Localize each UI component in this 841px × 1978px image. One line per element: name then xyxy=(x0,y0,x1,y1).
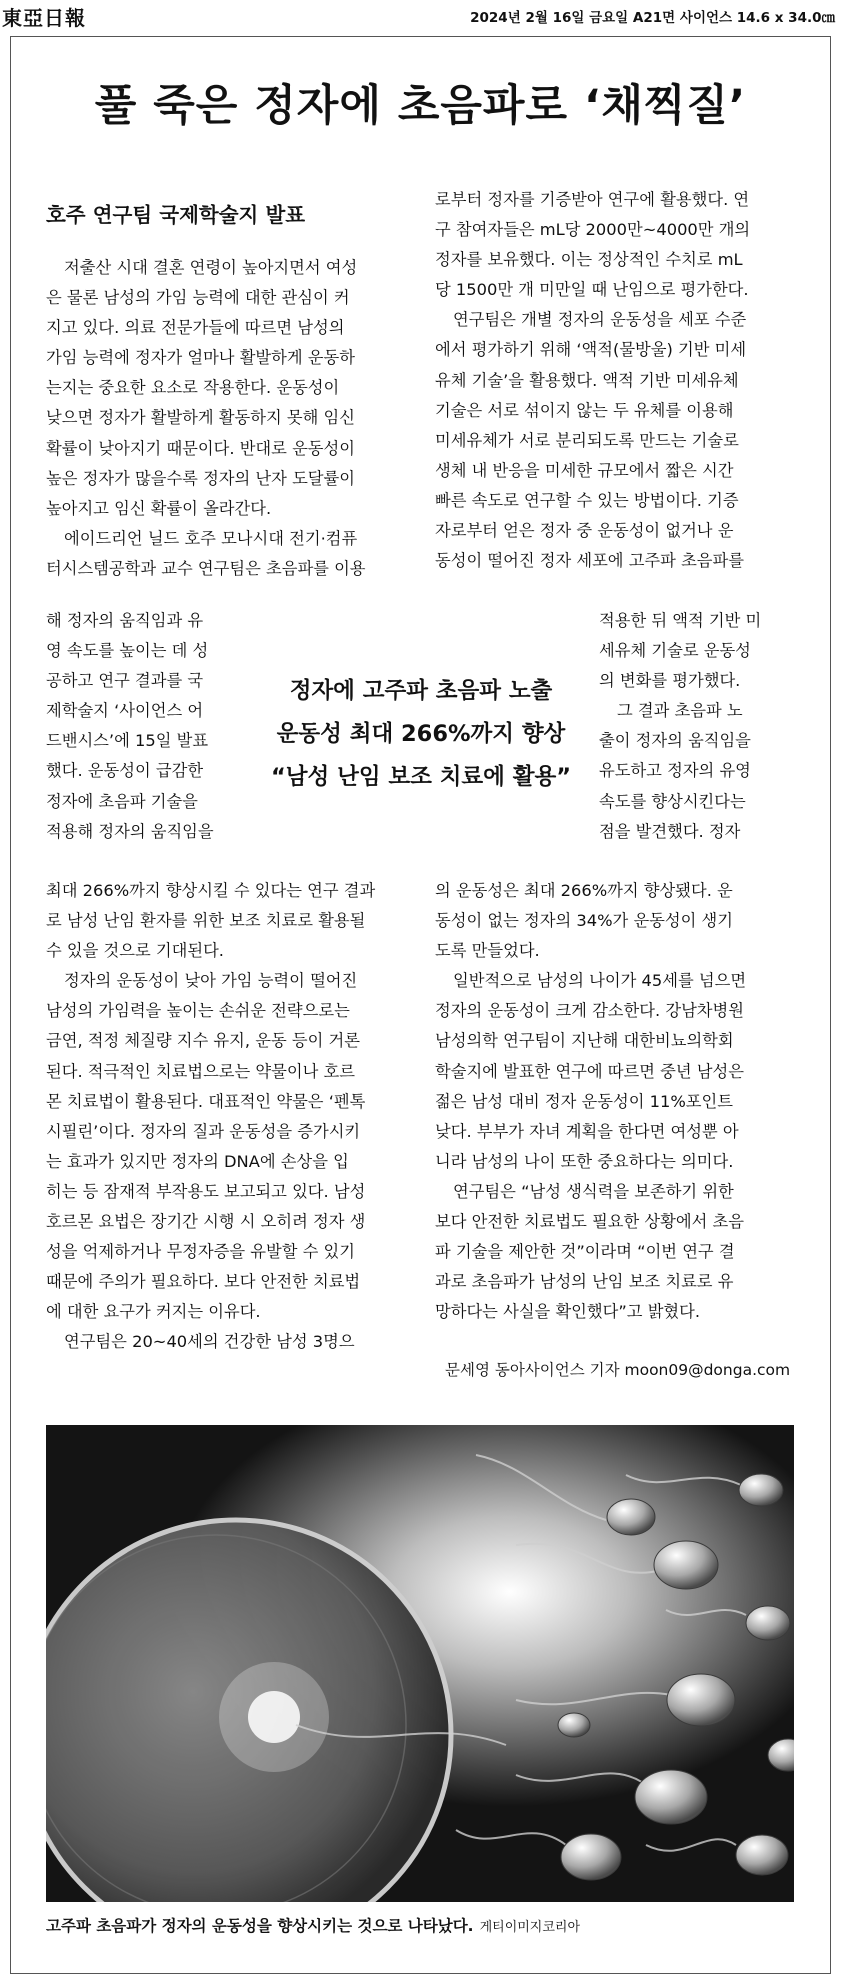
article-line xyxy=(435,876,795,906)
article-byline: 문세영 동아사이언스 기자 moon09@donga.com xyxy=(445,1361,791,1379)
article-line xyxy=(435,1057,795,1087)
article-line xyxy=(46,1267,409,1297)
article-line-text: 동성이 떨어진 정자 세포에 고주파 초음파를 xyxy=(435,551,744,571)
caption-text: 고주파 초음파가 정자의 운동성을 향상시키는 것으로 나타났다. xyxy=(46,1917,474,1935)
article-line-text: 금연, 적정 체질량 지수 유지, 운동 등이 거론 xyxy=(46,1031,360,1051)
article-line xyxy=(46,666,214,696)
article-photo xyxy=(46,1425,794,1902)
article-line-text: 생체 내 반응을 미세한 규모에서 짧은 시간 xyxy=(435,460,734,480)
article-line xyxy=(435,906,795,936)
article-line-text: 몬 치료법이 활용된다. 대표적인 약물은 ‘펜톡 xyxy=(46,1091,366,1111)
article-line xyxy=(435,516,795,546)
article-line xyxy=(46,726,214,756)
article-line-text: 로부터 정자를 기증받아 연구에 활용했다. 연 xyxy=(435,190,750,209)
article-line-text: 히는 등 잠재적 부작용도 보고되고 있다. 남성 xyxy=(46,1181,366,1201)
pull-quote-line: 정자에 고주파 초음파 노출 xyxy=(289,678,553,704)
article-subhead: 호주 연구팀 국제학술지 발표 xyxy=(46,203,306,227)
article-line-text: 때문에 주의가 필요하다. 보다 안전한 치료법 xyxy=(46,1272,361,1292)
article-line-text: 출이 정자의 움직임을 xyxy=(599,731,751,751)
article-line xyxy=(599,636,761,666)
article-line-text: 낮다. 부부가 자녀 계획을 한다면 여성뿐 아 xyxy=(435,1121,739,1141)
article-column-right-narrow xyxy=(599,606,761,847)
article-line-text: 성을 억제하거나 무정자증을 유발할 수 있기 xyxy=(46,1242,355,1262)
article-line xyxy=(46,966,409,996)
article-line-text: 연구팀은 20~40세의 건강한 남성 3명으 xyxy=(64,1332,355,1352)
article-line xyxy=(435,275,795,305)
article-line-text: 당 1500만 개 미만일 때 난임으로 평가한다. xyxy=(435,280,749,300)
article-line-text: 에서 평가하기 위해 ‘액적(물방울) 기반 미세 xyxy=(435,340,747,360)
pull-quote xyxy=(248,670,594,799)
article-line xyxy=(46,1297,409,1327)
article-line-text: 낮으면 정자가 활발하게 활동하지 못해 임신 xyxy=(46,408,355,428)
article-line xyxy=(435,1237,795,1267)
article-line-text: 높아지고 임신 확률이 올라간다. xyxy=(46,498,272,518)
article-line-text: 제학술지 ‘사이언스 어 xyxy=(46,701,204,721)
article-line-text: 수 있을 것으로 기대된다. xyxy=(46,941,224,961)
article-line-text: 점을 발견했다. 정자 xyxy=(599,821,741,841)
article-line xyxy=(435,335,795,365)
article-line-text: 적용해 정자의 움직임을 xyxy=(46,821,214,841)
article-line-text: 는 효과가 있지만 정자의 DNA에 손상을 입 xyxy=(46,1151,349,1171)
article-line xyxy=(435,1147,795,1177)
article-line xyxy=(46,817,214,847)
article-line-text: 정자를 보유했다. 이는 정상적인 수치로 mL xyxy=(435,250,743,270)
article-line xyxy=(599,696,761,726)
article-line xyxy=(46,554,409,584)
article-line-text: 유체 기술’을 활용했다. 액적 기반 미세유체 xyxy=(435,370,739,390)
article-line xyxy=(46,756,214,786)
article-line-text: 속도를 향상시킨다는 xyxy=(599,791,746,811)
article-line-text: 된다. 적극적인 치료법으로는 약물이나 호르 xyxy=(46,1061,355,1081)
article-column-left-top xyxy=(46,253,409,584)
article-line xyxy=(599,787,761,817)
article-line xyxy=(46,283,409,313)
article-line-text: 과로 초음파가 남성의 난임 보조 치료로 유 xyxy=(435,1272,734,1292)
article-line xyxy=(435,966,795,996)
article-line xyxy=(599,756,761,786)
article-line xyxy=(46,1327,409,1357)
article-line-text: 확률이 낮아지기 때문이다. 반대로 운동성이 xyxy=(46,438,355,458)
article-line xyxy=(46,434,409,464)
article-line-text: 했다. 운동성이 급감한 xyxy=(46,761,204,781)
article-line-text: 시필린’이다. 정자의 질과 운동성을 증가시키 xyxy=(46,1121,361,1141)
article-line xyxy=(46,1057,409,1087)
article-line xyxy=(435,1177,795,1207)
article-line-text: 의 변화를 평가했다. xyxy=(599,671,741,691)
article-line-text: 동성이 없는 정자의 34%가 운동성이 생기 xyxy=(435,911,733,931)
article-line xyxy=(46,1207,409,1237)
article-line-text: 드밴시스’에 15일 발표 xyxy=(46,731,209,751)
article-line-text: 젊은 남성 대비 정자 운동성이 11%포인트 xyxy=(435,1091,733,1111)
article-line xyxy=(46,787,214,817)
article-column-left-bottom xyxy=(46,876,409,1358)
article-line xyxy=(435,305,795,335)
photo-caption xyxy=(46,1914,580,1936)
pull-quote-line: “남성 난임 보조 치료에 활용” xyxy=(271,764,571,790)
article-line-text: 정자에 초음파 기술을 xyxy=(46,791,198,811)
article-line xyxy=(435,426,795,456)
article-line-text: 남성의학 연구팀이 지난해 대한비뇨의학회 xyxy=(435,1031,734,1051)
article-line xyxy=(599,817,761,847)
article-line xyxy=(46,494,409,524)
article-line xyxy=(46,464,409,494)
article-line xyxy=(46,906,409,936)
article-line xyxy=(46,936,409,966)
article-line xyxy=(46,1237,409,1267)
article-line-text: 연구팀은 “남성 생식력을 보존하기 위한 xyxy=(453,1181,734,1201)
article-line xyxy=(435,486,795,516)
article-line xyxy=(46,373,409,403)
article-line-text: 에 대한 요구가 커지는 이유다. xyxy=(46,1302,261,1322)
article-line-text: 그 결과 초음파 노 xyxy=(617,701,743,721)
article-line xyxy=(46,313,409,343)
article-line xyxy=(599,606,761,636)
article-line-text: 미세유체가 서로 분리되도록 만드는 기술로 xyxy=(435,430,739,450)
issue-info: 2024년 2월 16일 금요일 A21면 사이언스 14.6 x 34.0㎝ xyxy=(470,10,835,26)
article-line-text: 로 남성 난임 환자를 위한 보조 치료로 활용될 xyxy=(46,911,366,931)
article-line-text: 학술지에 발표한 연구에 따르면 중년 남성은 xyxy=(435,1061,744,1081)
article-line xyxy=(46,403,409,433)
article-line-text: 은 물론 남성의 가임 능력에 대한 관심이 커 xyxy=(46,288,350,308)
article-line xyxy=(435,1117,795,1147)
article-line-text: 영 속도를 높이는 데 성 xyxy=(46,641,209,661)
article-line xyxy=(435,1267,795,1297)
newspaper-logo: 東亞日報 xyxy=(2,6,86,30)
article-line-text: 의 운동성은 최대 266%까지 향상됐다. 운 xyxy=(435,881,733,900)
article-line-text: 기술은 서로 섞이지 않는 두 유체를 이용해 xyxy=(435,400,734,420)
article-column-left-narrow xyxy=(46,606,214,847)
article-line xyxy=(435,546,795,576)
newspaper-masthead xyxy=(0,0,841,30)
article-line-text: 유도하고 정자의 유영 xyxy=(599,761,751,781)
article-line-text: 도록 만들었다. xyxy=(435,941,540,961)
article-line-text: 정자의 운동성이 크게 감소한다. 강남차병원 xyxy=(435,1001,744,1021)
article-line-text: 일반적으로 남성의 나이가 45세를 넘으면 xyxy=(453,971,747,991)
article-line-text: 터시스템공학과 교수 연구팀은 초음파를 이용 xyxy=(46,558,366,578)
article-line xyxy=(435,1087,795,1117)
article-line-text: 해 정자의 움직임과 유 xyxy=(46,611,204,630)
article-line xyxy=(599,666,761,696)
article-line xyxy=(46,1117,409,1147)
article-line xyxy=(46,524,409,554)
article-line-text: 연구팀은 개별 정자의 운동성을 세포 수준 xyxy=(453,310,747,330)
article-line-text: 공하고 연구 결과를 국 xyxy=(46,671,204,691)
article-line xyxy=(435,215,795,245)
article-line xyxy=(46,1087,409,1117)
article-line xyxy=(435,456,795,486)
article-line-text: 지고 있다. 의료 전문가들에 따르면 남성의 xyxy=(46,318,345,338)
article-line xyxy=(435,245,795,275)
article-headline: 풀 죽은 정자에 초음파로 ‘채찍질’ xyxy=(94,81,747,131)
article-line-text: 높은 정자가 많을수록 정자의 난자 도달률이 xyxy=(46,468,355,488)
article-line-text: 가임 능력에 정자가 얼마나 활발하게 운동하 xyxy=(46,348,355,368)
article-line xyxy=(46,876,409,906)
article-line xyxy=(46,1177,409,1207)
article-line xyxy=(46,636,214,666)
article-line xyxy=(46,253,409,283)
article-line xyxy=(46,606,214,636)
article-line-text: 자로부터 얻은 정자 중 운동성이 없거나 운 xyxy=(435,521,734,541)
article-line-text: 저출산 시대 결혼 연령이 높아지면서 여성 xyxy=(64,258,358,277)
article-line xyxy=(46,1026,409,1056)
pull-quote-line: 운동성 최대 266%까지 향상 xyxy=(276,721,566,747)
article-column-right-top xyxy=(435,185,795,576)
article-line xyxy=(46,996,409,1026)
article-line-text: 세유체 기술로 운동성 xyxy=(599,641,751,661)
article-line-text: 최대 266%까지 향상시킬 수 있다는 연구 결과 xyxy=(46,881,376,900)
article-line-text: 빠른 속도로 연구할 수 있는 방법이다. 기증 xyxy=(435,490,739,510)
article-line xyxy=(46,343,409,373)
article-line xyxy=(435,1297,795,1327)
article-line xyxy=(46,1147,409,1177)
article-line xyxy=(435,185,795,215)
article-line xyxy=(435,1026,795,1056)
article-line xyxy=(435,366,795,396)
article-line-text: 에이드리언 닐드 호주 모나시대 전기·컴퓨 xyxy=(64,528,358,548)
photo-credit: 게티이미지코리아 xyxy=(479,1920,581,1935)
article-line-text: 남성의 가임력을 높이는 손쉬운 전략으로는 xyxy=(46,1001,350,1021)
article-line xyxy=(46,696,214,726)
article-line-text: 파 기술을 제안한 것”이라며 “이번 연구 결 xyxy=(435,1242,735,1262)
article-line-text: 망하다는 사실을 확인했다”고 밝혔다. xyxy=(435,1302,701,1322)
article-line-text: 호르몬 요법은 장기간 시행 시 오히려 정자 생 xyxy=(46,1212,366,1232)
article-line-text: 니라 남성의 나이 또한 중요하다는 의미다. xyxy=(435,1151,734,1171)
article-line xyxy=(435,996,795,1026)
article-line-text: 구 참여자들은 mL당 2000만~4000만 개의 xyxy=(435,220,751,240)
article-line xyxy=(435,396,795,426)
article-column-right-bottom xyxy=(435,876,795,1327)
article-line xyxy=(435,936,795,966)
article-line-text: 보다 안전한 치료법도 필요한 상황에서 초음 xyxy=(435,1212,744,1232)
article-line-text: 적용한 뒤 액적 기반 미 xyxy=(599,611,762,630)
article-line xyxy=(599,726,761,756)
article-line xyxy=(435,1207,795,1237)
sperm-egg-illustration xyxy=(46,1425,794,1902)
article-line-text: 정자의 운동성이 낮아 가임 능력이 떨어진 xyxy=(64,971,358,991)
article-line-text: 는지는 중요한 요소로 작용한다. 운동성이 xyxy=(46,378,340,398)
